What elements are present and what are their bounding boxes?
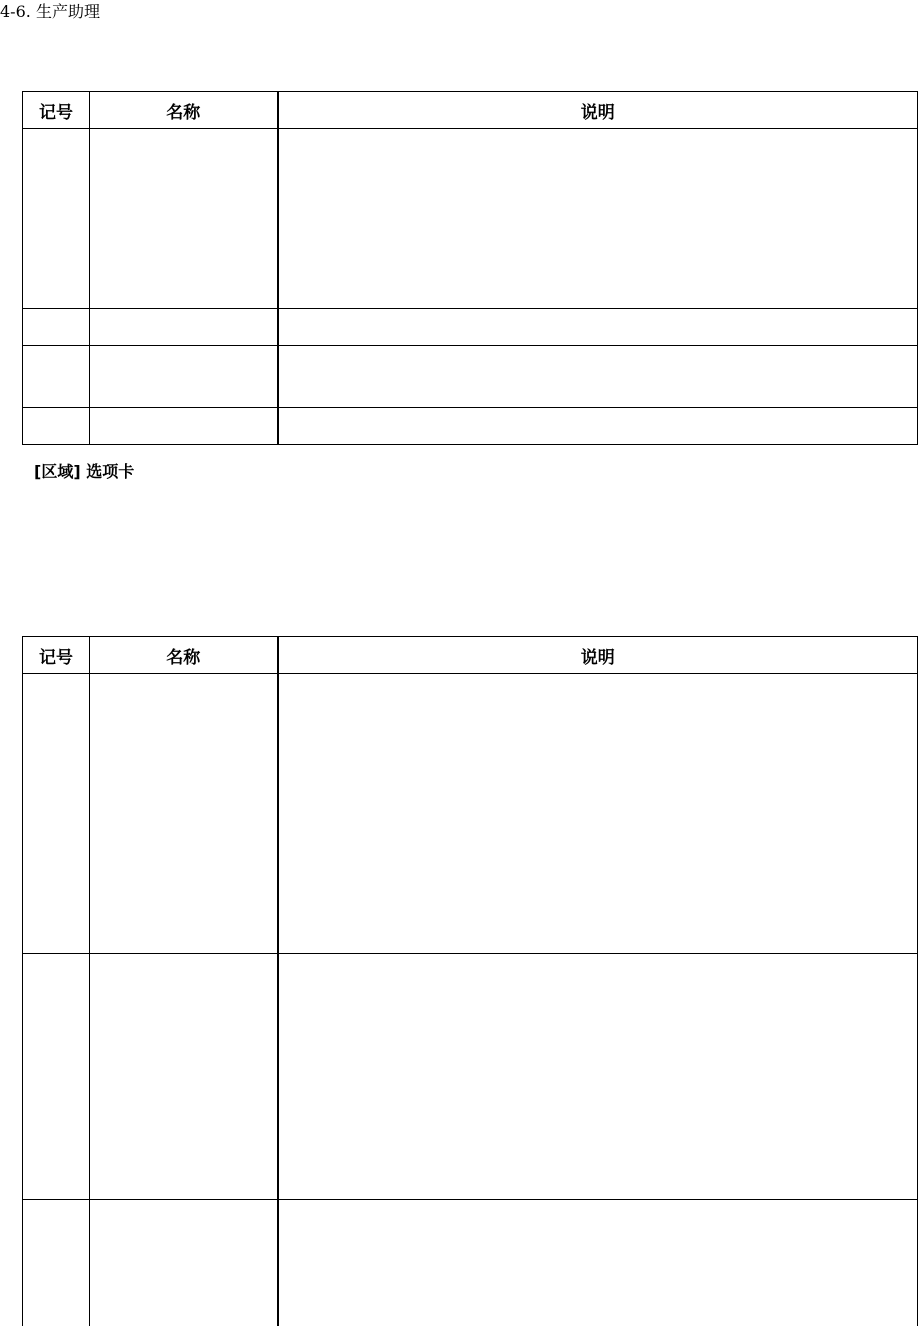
cell-name bbox=[90, 129, 278, 309]
table-1 bbox=[22, 91, 918, 445]
cell-mark bbox=[23, 954, 90, 1200]
section-title: 4-6. 生产助理 bbox=[0, 2, 100, 21]
cell-mark bbox=[23, 129, 90, 309]
table-row bbox=[23, 408, 918, 445]
cell-mark bbox=[23, 674, 90, 954]
cell-name bbox=[90, 408, 278, 445]
cell-description bbox=[278, 1200, 918, 1326]
table-row bbox=[23, 129, 918, 309]
cell-description bbox=[278, 129, 918, 309]
header-description: 说明 bbox=[278, 92, 918, 129]
cell-name bbox=[90, 346, 278, 408]
header-description: 说明 bbox=[278, 637, 918, 674]
table-header-row bbox=[23, 637, 918, 674]
cell-name bbox=[90, 1200, 278, 1326]
header-mark: 记号 bbox=[23, 92, 90, 129]
cell-mark bbox=[23, 1200, 90, 1326]
header-mark: 记号 bbox=[23, 637, 90, 674]
header-name: 名称 bbox=[90, 637, 278, 674]
table-2 bbox=[22, 636, 918, 1326]
table-row bbox=[23, 346, 918, 408]
area-tab-heading: [区域] 选项卡 bbox=[34, 462, 135, 481]
cell-description bbox=[278, 346, 918, 408]
cell-name bbox=[90, 309, 278, 346]
cell-mark bbox=[23, 309, 90, 346]
cell-mark bbox=[23, 346, 90, 408]
header-name: 名称 bbox=[90, 92, 278, 129]
cell-name bbox=[90, 954, 278, 1200]
table-row bbox=[23, 954, 918, 1200]
cell-description bbox=[278, 954, 918, 1200]
table-row bbox=[23, 1200, 918, 1326]
table-row bbox=[23, 674, 918, 954]
cell-mark bbox=[23, 408, 90, 445]
table-header-row bbox=[23, 92, 918, 129]
table-row bbox=[23, 309, 918, 346]
cell-description bbox=[278, 309, 918, 346]
cell-description bbox=[278, 408, 918, 445]
cell-name bbox=[90, 674, 278, 954]
cell-description bbox=[278, 674, 918, 954]
